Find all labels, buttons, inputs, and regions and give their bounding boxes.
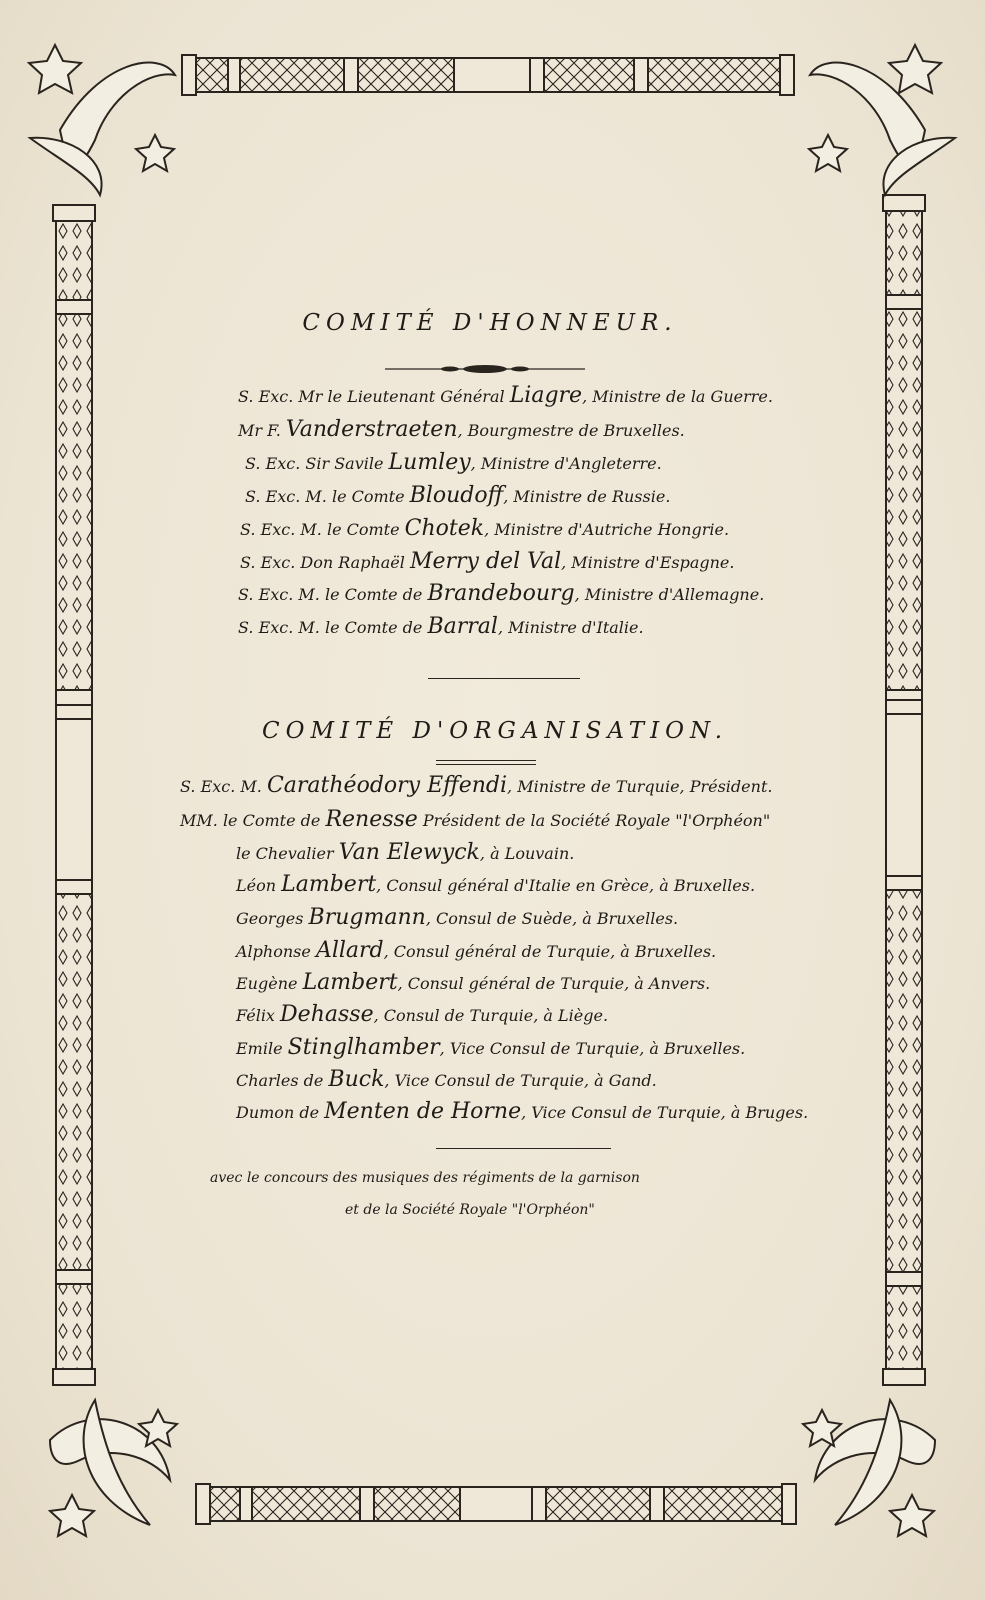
- concours-line: avec le concours des musiques des régiments de la garnison: [210, 1170, 640, 1186]
- organisation-member: MM. le Comte de Renesse Président de la Société Royale "l'Orphéon": [180, 807, 771, 832]
- corner-bottom-right: [803, 1400, 935, 1536]
- honneur-member: S. Exc. M. le Comte de Barral, Ministre d'Italie.: [238, 614, 644, 639]
- organisation-member: le Chevalier Van Elewyck, à Louvain.: [236, 840, 575, 865]
- organisation-member: Emile Stinglhamber, Vice Consul de Turquie, à Bruxelles.: [236, 1035, 746, 1060]
- honneur-member: S. Exc. M. le Comte de Brandebourg, Ministre d'Allemagne.: [238, 581, 765, 606]
- organisation-member: S. Exc. M. Carathéodory Effendi, Ministre de Turquie, Président.: [180, 773, 773, 798]
- bottom-rod: [196, 1484, 796, 1524]
- honneur-member: S. Exc. M. le Comte Bloudoff, Ministre de Russie.: [245, 483, 671, 508]
- honneur-title: COMITÉ D'HONNEUR.: [302, 310, 678, 336]
- title-flourish: [385, 362, 585, 376]
- section-divider: [436, 1148, 611, 1149]
- corner-top-left: [29, 45, 175, 195]
- right-rod: [883, 195, 925, 1385]
- honneur-member: S. Exc. M. le Comte Chotek, Ministre d'Autriche Hongrie.: [240, 516, 730, 541]
- title-underline: [436, 760, 536, 761]
- honneur-member: S. Exc. Sir Savile Lumley, Ministre d'Angleterre.: [245, 450, 662, 475]
- organisation-member: Eugène Lambert, Consul général de Turquie, à Anvers.: [236, 970, 711, 995]
- section-divider: [428, 678, 580, 679]
- title-underline: [436, 764, 536, 765]
- organisation-member: Alphonse Allard, Consul général de Turquie, à Bruxelles.: [236, 938, 717, 963]
- concours-line: et de la Société Royale "l'Orphéon": [345, 1202, 595, 1218]
- organisation-title: COMITÉ D'ORGANISATION.: [261, 718, 729, 744]
- organisation-member: Félix Dehasse, Consul de Turquie, à Liège.: [236, 1002, 609, 1027]
- honneur-member: S. Exc. Mr le Lieutenant Général Liagre, Ministre de la Guerre.: [238, 383, 773, 408]
- organisation-member: Georges Brugmann, Consul de Suède, à Bruxelles.: [236, 905, 679, 930]
- organisation-member: Charles de Buck, Vice Consul de Turquie, à Gand.: [236, 1067, 657, 1092]
- left-rod: [53, 205, 95, 1385]
- top-rod: [182, 55, 794, 95]
- organisation-member: Dumon de Menten de Horne, Vice Consul de Turquie, à Bruges.: [236, 1099, 809, 1124]
- organisation-member: Léon Lambert, Consul général d'Italie en Grèce, à Bruxelles.: [236, 872, 756, 897]
- corner-top-right: [809, 45, 955, 195]
- honneur-member: Mr F. Vanderstraeten, Bourgmestre de Bruxelles.: [238, 417, 685, 442]
- corner-bottom-left: [50, 1400, 177, 1536]
- honneur-member: S. Exc. Don Raphaël Merry del Val, Ministre d'Espagne.: [240, 549, 735, 574]
